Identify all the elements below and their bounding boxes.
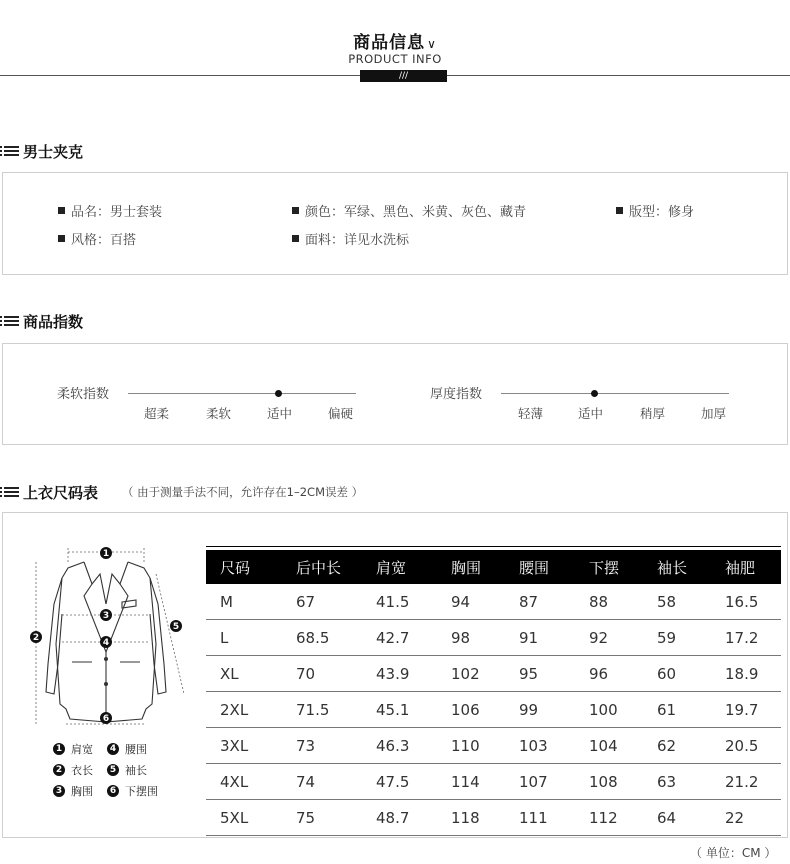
- measurement-cell: 114: [451, 772, 480, 791]
- thickness-option: 适中: [578, 406, 604, 421]
- softness-indicator-dot: [275, 390, 282, 397]
- table-row: [206, 620, 781, 656]
- section-heading-size-chart: [0, 481, 363, 503]
- legend-number: 6: [107, 785, 119, 797]
- bullet-square-icon: [58, 235, 65, 242]
- column-header: 胸围: [451, 558, 482, 577]
- list-icon: [0, 315, 20, 327]
- column-header: 袖肥: [725, 558, 756, 577]
- measurement-cell: 102: [451, 664, 480, 683]
- thickness-option: 稍厚: [640, 406, 666, 421]
- measurement-cell: 108: [589, 772, 618, 791]
- measurement-cell: 16.5: [725, 592, 759, 611]
- header-accent-bar: ///: [360, 70, 447, 82]
- marker-label: 6: [102, 714, 110, 725]
- bullet-square-icon: [58, 207, 65, 214]
- column-header: 腰围: [519, 558, 550, 577]
- legend-item: [53, 741, 93, 757]
- thickness-indicator-dot: [591, 390, 598, 397]
- measurement-cell: 64: [657, 808, 677, 827]
- measurement-cell: 103: [519, 736, 548, 755]
- list-icon: [0, 145, 20, 157]
- legend-number: 5: [107, 764, 119, 776]
- size-cell: 4XL: [220, 772, 249, 791]
- measurement-cell: 43.9: [376, 664, 410, 683]
- legend-number: 1: [53, 743, 65, 755]
- legend-number: 2: [53, 764, 65, 776]
- table-row: [206, 692, 781, 728]
- measurement-cell: 21.2: [725, 772, 759, 791]
- legend-item: [53, 762, 93, 778]
- softness-label: 柔软指数: [57, 387, 110, 402]
- marker-label: 5: [172, 622, 180, 633]
- measurement-cell: 74: [296, 772, 316, 791]
- table-header-row: [206, 550, 781, 584]
- chevron-down-icon: ∨: [427, 37, 437, 51]
- marker-label: 2: [32, 633, 40, 644]
- measurement-cell: 47.5: [376, 772, 410, 791]
- measurement-cell: 67: [296, 592, 316, 611]
- size-cell: M: [220, 592, 233, 611]
- measurement-cell: 95: [519, 664, 539, 683]
- measurement-cell: 110: [451, 736, 480, 755]
- legend-label: 胸围: [71, 785, 93, 798]
- measurement-cell: 22: [725, 808, 745, 827]
- measurement-cell: 99: [519, 700, 539, 719]
- thickness-option: 加厚: [701, 406, 727, 421]
- section-title: 男士夹克: [23, 142, 84, 161]
- attribute-item: [616, 201, 694, 220]
- marker-label: 3: [102, 611, 110, 622]
- table-body: [206, 584, 781, 836]
- bullet-square-icon: [292, 235, 299, 242]
- measurement-cell: 112: [589, 808, 618, 827]
- table-row: [206, 800, 781, 836]
- measurement-cell: 118: [451, 808, 480, 827]
- table-row: [206, 656, 781, 692]
- measurement-cell: 17.2: [725, 628, 759, 647]
- measurement-cell: 62: [657, 736, 677, 755]
- measurement-cell: 46.3: [376, 736, 410, 755]
- size-cell: 5XL: [220, 808, 249, 827]
- table-row: [206, 728, 781, 764]
- attribute-text: 颜色：军绿、黑色、米黄、灰色、藏青: [305, 205, 527, 220]
- thickness-label: 厚度指数: [430, 387, 483, 402]
- softness-option: 偏硬: [328, 406, 354, 421]
- section-heading-jacket: [0, 140, 83, 162]
- jacket-measurement-diagram: [22, 544, 197, 729]
- product-attributes-box: [2, 172, 788, 275]
- measurement-cell: 48.7: [376, 808, 410, 827]
- legend-label: 袖长: [125, 764, 147, 777]
- measurement-cell: 70: [296, 664, 316, 683]
- measurement-cell: 20.5: [725, 736, 759, 755]
- measurement-cell: 91: [519, 628, 539, 647]
- measurement-cell: 100: [589, 700, 618, 719]
- measurement-cell: 104: [589, 736, 618, 755]
- measurement-cell: 107: [519, 772, 548, 791]
- measurement-cell: 59: [657, 628, 677, 647]
- measurement-cell: 106: [451, 700, 480, 719]
- attribute-item: [292, 229, 409, 248]
- measurement-cell: 45.1: [376, 700, 410, 719]
- attribute-text: 风格：百搭: [71, 233, 137, 248]
- attribute-text: 面料：详见水洗标: [305, 233, 410, 248]
- size-cell: L: [220, 628, 229, 647]
- page-title: [0, 28, 790, 53]
- page-title-text: 商品信息: [353, 33, 426, 53]
- column-header: 尺码: [220, 558, 251, 577]
- attribute-item: [58, 201, 162, 220]
- measurement-cell: 41.5: [376, 592, 410, 611]
- column-header: 肩宽: [376, 558, 407, 577]
- legend-item: [107, 762, 147, 778]
- list-icon: [0, 486, 20, 498]
- bullet-square-icon: [616, 207, 623, 214]
- measurement-note: （ 由于测量手法不同，允许存在1–2CM误差 ）: [122, 485, 364, 499]
- section-heading-index: [0, 310, 83, 332]
- attribute-text: 版型：修身: [629, 205, 695, 220]
- size-cell: 3XL: [220, 736, 249, 755]
- measurement-cell: 88: [589, 592, 609, 611]
- table-row: [206, 764, 781, 800]
- column-header: 袖长: [657, 558, 688, 577]
- column-header: 后中长: [296, 558, 342, 577]
- measurement-cell: 61: [657, 700, 677, 719]
- measurement-cell: 87: [519, 592, 539, 611]
- thickness-scale-line: [501, 393, 729, 394]
- softness-option: 超柔: [144, 406, 170, 421]
- legend-item: [107, 741, 147, 757]
- legend-label: 衣长: [71, 764, 93, 777]
- thickness-option: 轻薄: [518, 406, 544, 421]
- measurement-cell: 18.9: [725, 664, 759, 683]
- measurement-cell: 94: [451, 592, 471, 611]
- softness-scale-line: [128, 393, 356, 394]
- attribute-item: [58, 229, 136, 248]
- section-title: 上衣尺码表: [23, 483, 99, 502]
- marker-label: 4: [102, 638, 110, 649]
- table-row: [206, 584, 781, 620]
- unit-note: （ 单位：CM ）: [690, 846, 777, 860]
- section-title: 商品指数: [23, 312, 84, 331]
- measurement-cell: 73: [296, 736, 316, 755]
- legend-item: [107, 783, 158, 799]
- size-cell: XL: [220, 664, 239, 683]
- measurement-cell: 96: [589, 664, 609, 683]
- marker-label: 1: [102, 549, 110, 560]
- product-index-box: [2, 343, 788, 445]
- measurement-cell: 92: [589, 628, 609, 647]
- softness-option: 柔软: [206, 406, 232, 421]
- bullet-square-icon: [292, 207, 299, 214]
- measurement-cell: 98: [451, 628, 471, 647]
- legend-label: 腰围: [125, 743, 147, 756]
- legend-item: [53, 783, 93, 799]
- measurement-cell: 42.7: [376, 628, 410, 647]
- measurement-cell: 63: [657, 772, 677, 791]
- measurement-cell: 58: [657, 592, 677, 611]
- softness-option: 适中: [267, 406, 293, 421]
- measurement-cell: 68.5: [296, 628, 330, 647]
- measurement-cell: 111: [519, 808, 548, 827]
- measurement-cell: 71.5: [296, 700, 330, 719]
- legend-number: 4: [107, 743, 119, 755]
- size-table: [206, 546, 781, 836]
- legend-label: 肩宽: [71, 743, 93, 756]
- measurement-cell: 60: [657, 664, 677, 683]
- attribute-text: 品名：男士套装: [71, 205, 163, 220]
- attribute-item: [292, 201, 526, 220]
- measurement-cell: 75: [296, 808, 316, 827]
- column-header: 下摆: [589, 558, 620, 577]
- measurement-cell: 19.7: [725, 700, 759, 719]
- legend-label: 下摆围: [125, 785, 158, 798]
- size-cell: 2XL: [220, 700, 249, 719]
- legend-number: 3: [53, 785, 65, 797]
- page-subtitle: PRODUCT INFO: [348, 52, 442, 66]
